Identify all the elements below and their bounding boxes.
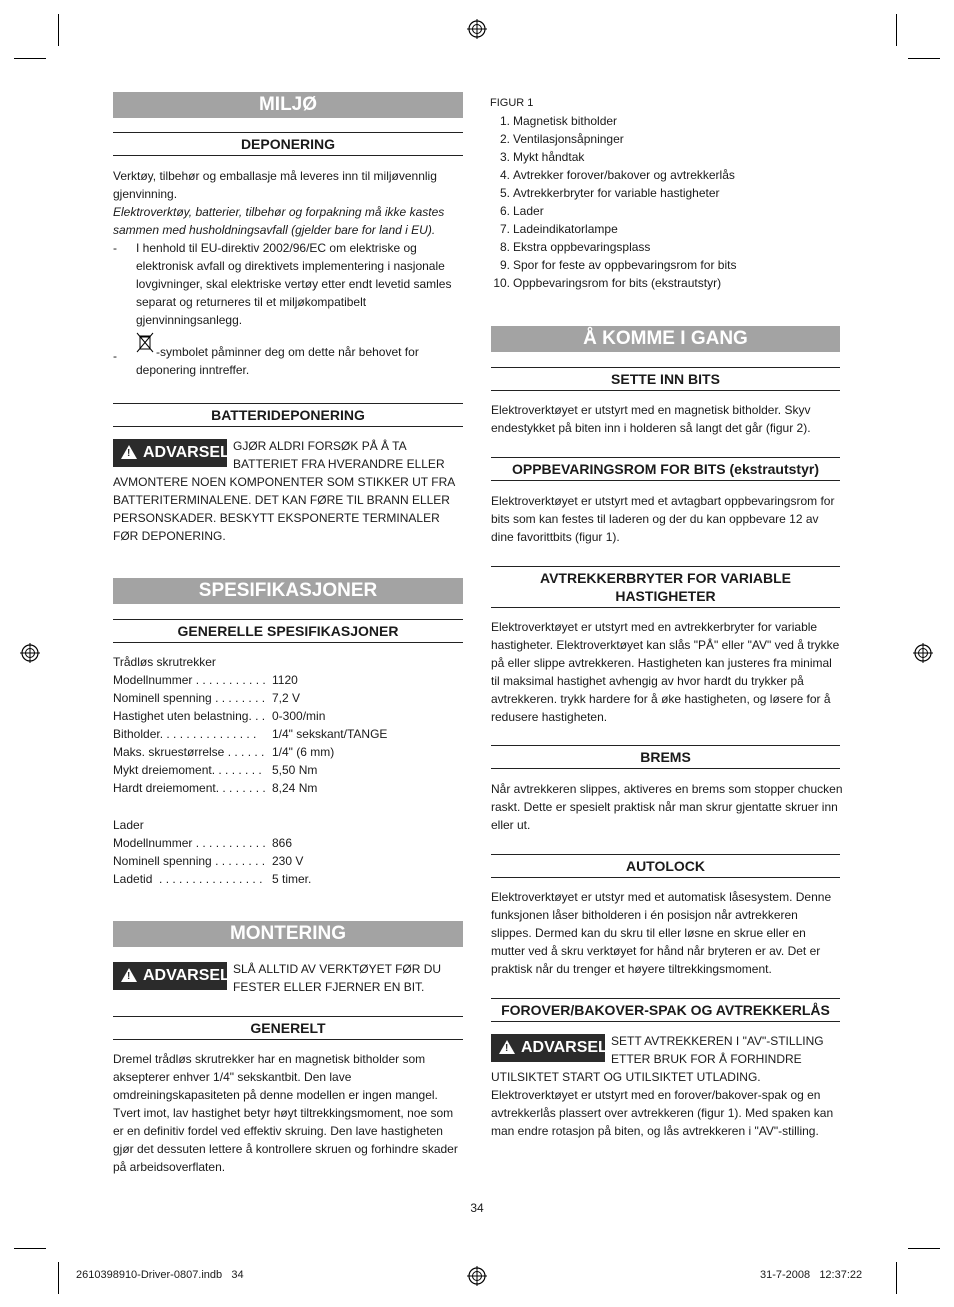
spec-label: Mykt dreiemoment — [113, 763, 212, 777]
crop-mark — [14, 58, 46, 59]
figure-legend-number: 2. — [499, 132, 510, 146]
figure-legend-item — [490, 184, 840, 202]
spec-row — [113, 779, 463, 797]
dash-mark: - — [113, 349, 117, 363]
figure-legend-item — [490, 112, 840, 130]
figure-legend-text: Avtrekkerbryter for variable hastigheter — [513, 186, 720, 200]
spec-row — [113, 870, 463, 888]
figure-legend-text: Mykt håndtak — [513, 150, 585, 164]
figure-legend-item — [490, 148, 840, 166]
spec-value: 230 V — [272, 854, 304, 868]
spec-value: 5,50 Nm — [272, 763, 318, 777]
figure-legend-text: Ekstra oppbevaringsplass — [513, 240, 651, 254]
figure-legend-text: Magnetisk bitholder — [513, 114, 618, 128]
spec-value: 866 — [272, 836, 293, 850]
section-banner-komme-i-gang: Å KOMME I GANG — [491, 326, 840, 352]
footer-filename: 2610398910-Driver-0807.indb 34 — [76, 1269, 244, 1281]
dash-mark: - — [113, 241, 117, 255]
figure-legend-number: 1. — [499, 114, 510, 128]
figure-legend-number: 10. — [493, 276, 510, 290]
spec-leader-dots: . . . . . . . . — [215, 781, 266, 795]
subheading-generelle-spesifikasjoner: GENERELLE SPESIFIKASJONER — [113, 619, 463, 643]
paragraph-italic: Elektroverktøy, batterier, tilbehør og forpakning må ikke kastes sammen med husholdningsavfall (gjelder bare for land i EU). — [113, 205, 445, 237]
crop-mark — [58, 14, 59, 46]
spec-leader-dots: . . . . . . . . — [211, 763, 262, 777]
subheading-forover-bakover: FOROVER/BAKOVER-SPAK OG AVTREKKERLÅS — [491, 998, 840, 1022]
spec-value: 1/4" (6 mm) — [272, 745, 335, 759]
spec-value: 8,24 Nm — [272, 781, 318, 795]
section-banner-montering: MONTERING — [113, 921, 463, 947]
spec-leader-dots: . . . . . . — [224, 745, 265, 759]
paragraph: Når avtrekkeren slippes, aktiveres en brems som stopper chucken raskt. Dette er spesielt praktisk når man skrur gjentatte skruer inn eller ut. — [491, 782, 843, 832]
figure-legend-number: 4. — [499, 168, 510, 182]
spec-label: Bitholder — [113, 727, 160, 741]
crop-mark — [896, 14, 897, 46]
registration-mark-icon — [913, 643, 933, 663]
figure-legend-number: 3. — [499, 150, 510, 164]
crop-mark — [58, 1262, 59, 1294]
spec-value: 0-300/min — [272, 709, 326, 723]
registration-mark-icon — [20, 643, 40, 663]
spec-row — [113, 834, 463, 852]
paragraph: Elektroverktøyet er utstyr med et automatisk låsesystem. Denne funksjonen låser bitholderen i én posisjon når avtrekkeren slippes. Dermed kan du skru til eller løsne en skrue eller en mutter ved å skru verktøyet for hånd når bryteren er av. Det er praktisk når du trenger et høyere tiltrekkingsmoment. — [491, 890, 832, 976]
spec-label: Nominell spenning — [113, 691, 212, 705]
spec-group-heading: Trådløs skrutrekker — [113, 655, 216, 669]
figure-legend-number: 6. — [499, 204, 510, 218]
figure-legend-text: Ventilasjonsåpninger — [513, 132, 624, 146]
figure-legend-item — [490, 220, 840, 238]
figure-legend-text: Spor for feste av oppbevaringsrom for bits — [513, 258, 737, 272]
figure-legend-text: Oppbevaringsrom for bits (ekstrautstyr) — [513, 276, 722, 290]
figure-legend-item — [490, 238, 840, 256]
figure-legend-number: 5. — [499, 186, 510, 200]
crossed-bin-icon — [136, 331, 154, 351]
spec-leader-dots: . . . — [248, 709, 266, 723]
figure-legend-number: 7. — [499, 222, 510, 236]
warning-badge: ! ADVARSEL — [491, 1034, 605, 1062]
crop-mark — [908, 58, 940, 59]
subheading-deponering: DEPONERING — [113, 132, 463, 156]
dash-item-text: -symbolet påminner deg om dette når behovet for deponering inntreffer. — [136, 345, 419, 377]
subheading-generelt: GENERELT — [113, 1016, 463, 1040]
spec-value: 5 timer. — [272, 872, 312, 886]
warning-badge: ! ADVARSEL — [113, 962, 227, 990]
warning-text: SETT AVTREKKEREN I "AV"-STILLING ETTER BRUK FOR Å FORHINDRE UTILSIKTET START OG UTILSIKTET UTLADING. — [491, 1034, 824, 1084]
crop-mark — [896, 1262, 897, 1294]
subheading-sette-inn-bits: SETTE INN BITS — [491, 367, 840, 391]
paragraph: Dremel trådløs skrutrekker har en magnetisk bitholder som aksepterer enhver 1/4" sekskantbit. Den lave omdreiningskapasiteten på denne modellen er ingen mangel. Tvert imot, lav hastighet betyr høyt tiltrekkingsmoment, noe som er en definitiv fordel ved effektiv skruing. Den lave hastigheten gjør det dessuten lettere å kontrollere skruen og forhindre skader på arbeidsoverflaten. — [113, 1052, 458, 1174]
spec-leader-dots: . . . . . . . . . . . . . . . . — [152, 872, 263, 886]
spec-list-tool — [113, 671, 463, 797]
spec-list-charger — [113, 834, 463, 888]
figure-legend-text: Avtrekker forover/bakover og avtrekkerlås — [513, 168, 735, 182]
paragraph: Verktøy, tilbehør og emballasje må leveres inn til miljøvennlig gjenvinning. — [113, 169, 437, 201]
footer-timestamp: 31-7-2008 12:37:22 — [760, 1269, 863, 1281]
crop-mark — [908, 1248, 940, 1249]
warning-text: GJØR ALDRI FORSØK PÅ Å TA BATTERIET FRA HVERANDRE ELLER AVMONTERE NOEN KOMPONENTER SOM STIKKER UT FRA BATTERITERMINALENE. DET KAN FØRE TIL BRANN ELLER PERSONSKADER. BESKYTT EKSPONERTE TERMINALER FØR DEPONERING. — [113, 439, 455, 543]
page-number: 34 — [470, 1201, 484, 1215]
spec-leader-dots: . . . . . . . . — [211, 691, 266, 705]
figure-legend-text: Ladeindikatorlampe — [513, 222, 618, 236]
paragraph: Elektroverktøyet er utstyrt med en magnetisk bitholder. Skyv endestykket på biten inn i holderen så langt det går (figur 2). — [491, 403, 811, 435]
spec-label: Hastighet uten belastning — [113, 709, 249, 723]
spec-row — [113, 852, 463, 870]
figure-legend-number: 8. — [499, 240, 510, 254]
figure-legend-item — [490, 202, 840, 220]
warning-text: SLÅ ALLTID AV VERKTØYET FØR DU FESTER ELLER FJERNER EN BIT. — [233, 962, 442, 994]
spec-row — [113, 707, 463, 725]
spec-leader-dots: . . . . . . . . . . . — [192, 673, 266, 687]
figure-legend-item — [490, 274, 840, 292]
crop-mark — [14, 1248, 46, 1249]
spec-leader-dots: . . . . . . . . . . . — [192, 836, 266, 850]
spec-row — [113, 689, 463, 707]
paragraph: Elektroverktøyet er utstyrt med en avtrekkerbryter for variable hastigheter. Elektroverktøyet kan slås "PÅ" eller "AV" ved å trykke på eller slippe avtrekkeren. Hastigheten kan justeres fra minimal til maksimal hastighet avhengig av hvor hardt du trykker på avtrekkeren. trykk hardere for å øke hastigheten, og løsere for å redusere hastigheten. — [491, 620, 840, 724]
spec-row — [113, 743, 463, 761]
figure-legend-list — [490, 112, 840, 292]
subheading-brems: BREMS — [491, 745, 840, 769]
spec-row — [113, 761, 463, 779]
spec-value: 7,2 V — [272, 691, 301, 705]
spec-group-heading: Lader — [113, 818, 144, 832]
spec-row — [113, 671, 463, 689]
spec-label: Modellnummer — [113, 836, 193, 850]
spec-row — [113, 725, 463, 743]
spec-label: Ladetid — [113, 872, 153, 886]
paragraph: Elektroverktøyet er utstyrt med et avtagbart oppbevaringsrom for bits som kan festes til laderen og der du kan oppbevare 12 av dine favorittbits (figur 1). — [491, 494, 835, 544]
subheading-avtrekkerbryter: AVTREKKERBRYTER FOR VARIABLE HASTIGHETER — [491, 566, 840, 608]
registration-mark-icon — [467, 1266, 487, 1286]
subheading-batterideponering: BATTERIDEPONERING — [113, 403, 463, 427]
figure-legend-item — [490, 130, 840, 148]
figure-legend-text: Lader — [513, 204, 544, 218]
figure-label: FIGUR 1 — [490, 97, 534, 109]
spec-label: Hardt dreiemoment — [113, 781, 216, 795]
figure-legend-item — [490, 166, 840, 184]
paragraph: Elektroverktøyet er utstyrt med en forover/bakover-spak og en avtrekkerlås plassert over avtrekkeren (figur 1). Med spaken kan man endre rotasjon på biten, og lås avtrekkeren i "AV"-stilling. — [491, 1088, 834, 1138]
warning-badge: ! ADVARSEL — [113, 439, 227, 467]
spec-label: Modellnummer — [113, 673, 193, 687]
spec-leader-dots: . . . . . . . . — [211, 854, 266, 868]
spec-label: Nominell spenning — [113, 854, 212, 868]
spec-leader-dots: . . . . . . . . . . . . . . . — [159, 727, 257, 741]
registration-mark-icon — [467, 19, 487, 39]
spec-value: 1/4" sekskant/TANGE — [272, 727, 388, 741]
subheading-oppbevaringsrom: OPPBEVARINGSROM FOR BITS (ekstrautstyr) — [491, 457, 840, 481]
dash-item — [136, 331, 456, 377]
section-banner-spesifikasjoner: SPESIFIKASJONER — [113, 578, 463, 604]
section-banner-miljo: MILJØ — [113, 92, 463, 118]
dash-item: I henhold til EU-direktiv 2002/96/EC om elektriske og elektronisk avfall og direktivets implementering i nasjonale lovgivninger, skal elektriske vertøy etter endt levetid samles separat og returneres til et miljøkompatibelt gjenvinningsanlegg. — [136, 241, 452, 327]
figure-legend-number: 9. — [499, 258, 510, 272]
spec-value: 1120 — [272, 673, 298, 687]
spec-label: Maks. skruestørrelse — [113, 745, 225, 759]
subheading-autolock: AUTOLOCK — [491, 854, 840, 878]
figure-legend-item — [490, 256, 840, 274]
